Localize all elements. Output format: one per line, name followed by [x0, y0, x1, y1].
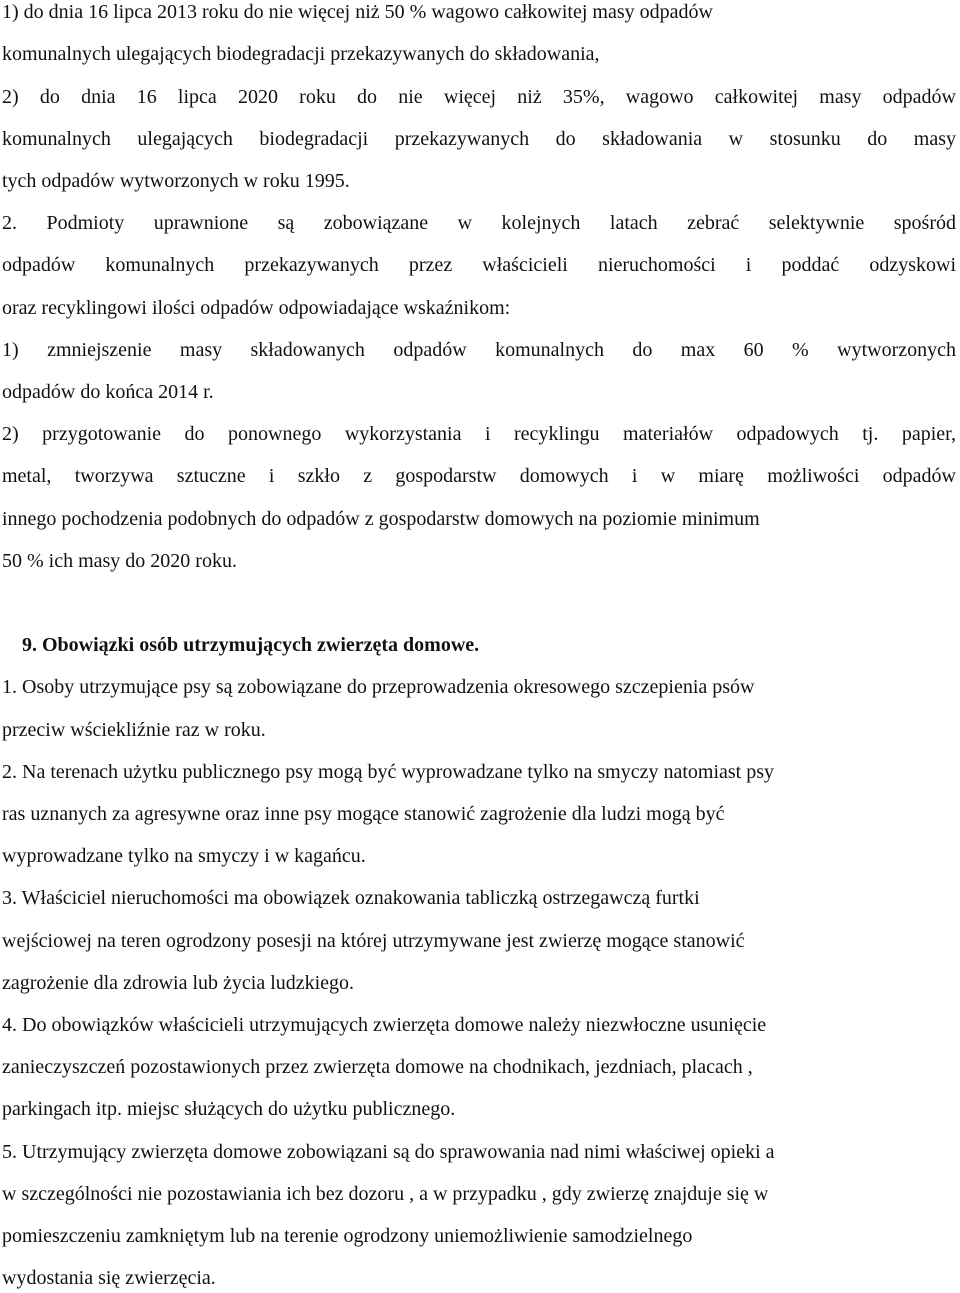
- text-line: pomieszczeniu zamkniętym lub na terenie ogrodzony uniemożliwienie samodzielnego: [2, 1225, 693, 1247]
- text-line: 5. Utrzymujący zwierzęta domowe zobowiązani są do sprawowania nad nimi właściwej opieki a: [2, 1141, 775, 1163]
- text-line: przeciw wściekliźnie raz w roku.: [2, 719, 266, 741]
- text-line: 3. Właściciel nieruchomości ma obowiązek oznakowania tabliczką ostrzegawczą furtki: [2, 887, 700, 909]
- text-line: odpadów do końca 2014 r.: [2, 381, 214, 403]
- text-line: 2) przygotowanie do ponownego wykorzystania i recyklingu materiałów odpadowych tj. papier,: [2, 423, 956, 445]
- text-line: 1. Osoby utrzymujące psy są zobowiązane do przeprowadzenia okresowego szczepienia psów: [2, 676, 755, 698]
- text-line: 1) zmniejszenie masy składowanych odpadów komunalnych do max 60 % wytworzonych: [2, 339, 956, 361]
- text-line: zagrożenie dla zdrowia lub życia ludzkiego.: [2, 972, 355, 994]
- section-heading: 9. Obowiązki osób utrzymujących zwierzęta domowe.: [22, 634, 480, 656]
- text-line: 4. Do obowiązków właścicieli utrzymujących zwierzęta domowe należy niezwłoczne usunięcie: [2, 1014, 767, 1036]
- text-line: 50 % ich masy do 2020 roku.: [2, 550, 237, 572]
- text-line: ras uznanych za agresywne oraz inne psy mogące stanowić zagrożenie dla ludzi mogą być: [2, 803, 725, 825]
- text-line: wyprowadzane tylko na smyczy i w kagańcu.: [2, 845, 366, 867]
- text-line: metal, tworzywa sztuczne i szkło z gospodarstw domowych i w miarę możliwości odpadów: [2, 465, 956, 487]
- text-line: 2. Podmioty uprawnione są zobowiązane w kolejnych latach zebrać selektywnie spośród: [2, 212, 956, 234]
- text-line: 2. Na terenach użytku publicznego psy mogą być wyprowadzane tylko na smyczy natomiast psy: [2, 761, 775, 783]
- text-line: w szczególności nie pozostawiania ich bez dozoru , a w przypadku , gdy zwierzę znajduje się w: [2, 1183, 769, 1205]
- text-line: komunalnych ulegających biodegradacji przekazywanych do składowania,: [2, 43, 600, 65]
- text-line: 2) do dnia 16 lipca 2020 roku do nie więcej niż 35%, wagowo całkowitej masy odpadów: [2, 86, 956, 108]
- text-line: 1) do dnia 16 lipca 2013 roku do nie więcej niż 50 % wagowo całkowitej masy odpadów: [2, 1, 713, 23]
- text-line: innego pochodzenia podobnych do odpadów z gospodarstw domowych na poziomie minimum: [2, 508, 760, 530]
- text-line: wydostania się zwierzęcia.: [2, 1267, 216, 1289]
- text-line: komunalnych ulegających biodegradacji przekazywanych do składowania w stosunku do masy: [2, 128, 956, 150]
- text-line: wejściowej na teren ogrodzony posesji na której utrzymywane jest zwierzę mogące stanowić: [2, 930, 745, 952]
- text-line: odpadów komunalnych przekazywanych przez właścicieli nieruchomości i poddać odzyskowi: [2, 254, 956, 276]
- text-line: parkingach itp. miejsc służących do użytku publicznego.: [2, 1098, 456, 1120]
- text-line: tych odpadów wytworzonych w roku 1995.: [2, 170, 350, 192]
- text-line: oraz recyklingowi ilości odpadów odpowiadające wskaźnikom:: [2, 297, 511, 319]
- text-line: zanieczyszczeń pozostawionych przez zwierzęta domowe na chodnikach, jezdniach, placach ,: [2, 1056, 753, 1078]
